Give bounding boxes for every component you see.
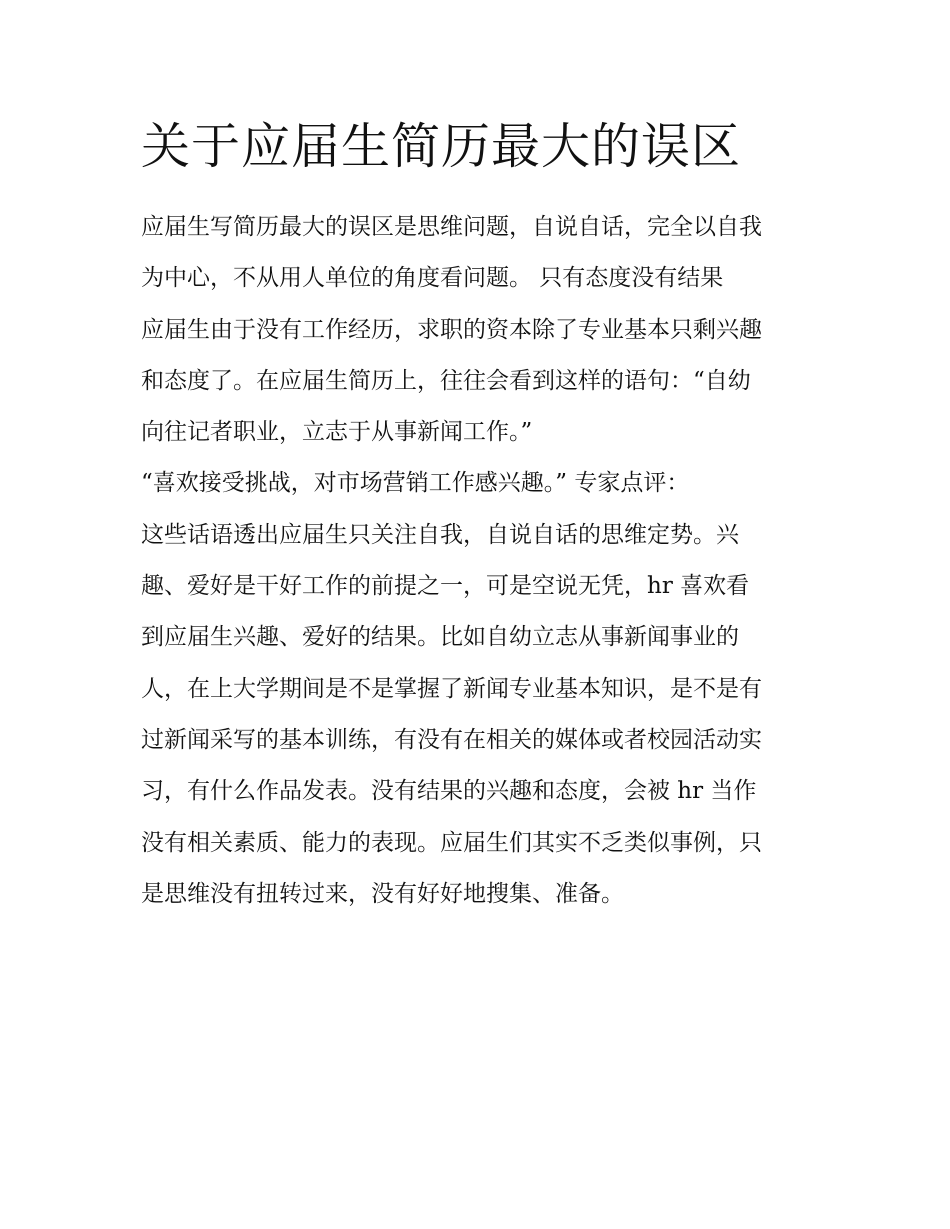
body-line: 这些话语透出应届生只关注自我，自说自话的思维定势。兴 [141,521,739,548]
body-line: 到应届生兴趣、爱好的结果。比如自幼立志从事新闻事业的 [141,624,739,651]
body-line: 向往记者职业，立志于从事新闻工作。” [141,419,533,446]
body-line: 过新闻采写的基本训练，有没有在相关的媒体或者校园活动实 [141,726,762,753]
body-line: 习，有什么作品发表。没有结果的兴趣和态度，会被 hr 当作 [141,778,757,805]
body-line: 应届生写简历最大的误区是思维问题，自说自话，完全以自我 [141,214,762,240]
body-line: 没有相关素质、能力的表现。应届生们其实不乏类似事例，只 [141,829,762,856]
document-body [141,202,821,920]
body-line: 为中心，不从用人单位的角度看问题。 只有态度没有结果 [141,265,724,292]
body-line: 应届生由于没有工作经历，求职的资本除了专业基本只剩兴趣 [141,316,762,343]
body-line: “喜欢接受挑战，对市场营销工作感兴趣。” 专家点评： [141,470,690,497]
body-line: 和态度了。在应届生简历上，往往会看到这样的语句：“自幼 [141,367,751,394]
body-line: 是思维没有扭转过来，没有好好地搜集、准备。 [141,880,624,907]
body-line: 人，在上大学期间是不是掌握了新闻专业基本知识，是不是有 [141,675,762,702]
document-title: 关于应届生简历最大的误区 [141,118,742,175]
body-line: 趣、爱好是干好工作的前提之一，可是空说无凭，hr 喜欢看 [141,573,750,600]
document-content [141,112,821,920]
